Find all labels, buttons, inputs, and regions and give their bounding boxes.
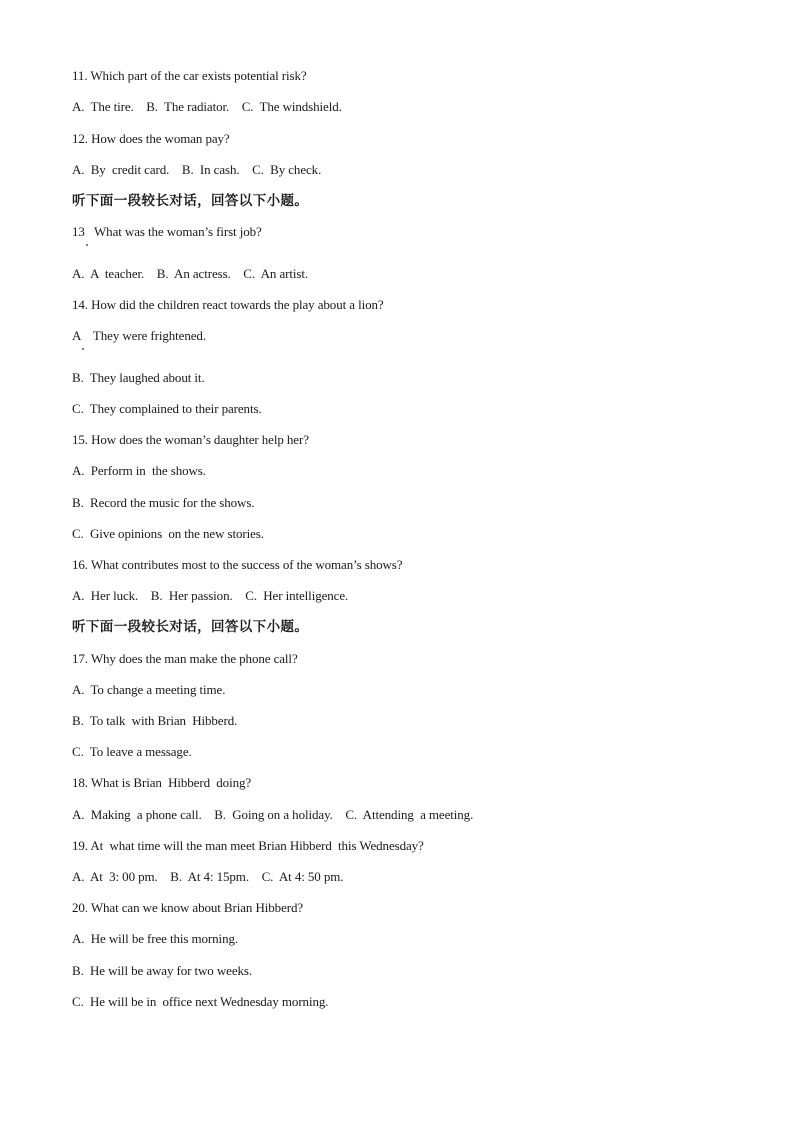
question-19: 19. At what time will the man meet Brian Hibberd this Wednesday?: [72, 838, 424, 853]
section-heading-2: 听下面一段较长对话，回答以下小题。: [72, 619, 309, 635]
stray-dot-mark: [82, 348, 84, 350]
option-20a: A. He will be free this morning.: [72, 931, 239, 946]
question-11: 11. Which part of the car exists potential risk?: [72, 68, 307, 83]
stray-dot-mark: [86, 244, 88, 246]
options-11: A. The tire. B. The radiator. C. The windshield.: [72, 99, 342, 114]
option-14c: C. They complained to their parents.: [72, 401, 262, 416]
question-17: 17. Why does the man make the phone call?: [72, 651, 298, 666]
option-15a: A. Perform in the shows.: [72, 463, 206, 478]
option-17a: A. To change a meeting time.: [72, 682, 226, 697]
option-14a: A They were frightened.: [72, 328, 206, 343]
option-17b: B. To talk with Brian Hibberd.: [72, 713, 238, 728]
question-16: 16. What contributes most to the success of the woman’s shows?: [72, 557, 403, 572]
options-12: A. By credit card. B. In cash. C. By check.: [72, 162, 322, 177]
question-15: 15. How does the woman’s daughter help her?: [72, 432, 309, 447]
option-15c: C. Give opinions on the new stories.: [72, 526, 264, 541]
question-13: 13 What was the woman’s first job?: [72, 224, 262, 239]
question-20: 20. What can we know about Brian Hibberd?: [72, 900, 304, 915]
options-18: A. Making a phone call. B. Going on a holiday. C. Attending a meeting.: [72, 807, 474, 822]
options-16: A. Her luck. B. Her passion. C. Her intelligence.: [72, 588, 349, 603]
question-18: 18. What is Brian Hibberd doing?: [72, 775, 252, 790]
option-14b: B. They laughed about it.: [72, 370, 205, 385]
options-13: A. A teacher. B. An actress. C. An artist.: [72, 266, 308, 281]
options-19: A. At 3: 00 pm. B. At 4: 15pm. C. At 4: 50 pm.: [72, 869, 344, 884]
option-20c: C. He will be in office next Wednesday morning.: [72, 994, 329, 1009]
section-heading-1: 听下面一段较长对话，回答以下小题。: [72, 193, 309, 209]
question-14: 14. How did the children react towards the play about a lion?: [72, 297, 384, 312]
option-20b: B. He will be away for two weeks.: [72, 963, 252, 978]
question-12: 12. How does the woman pay?: [72, 131, 230, 146]
option-17c: C. To leave a message.: [72, 744, 192, 759]
option-15b: B. Record the music for the shows.: [72, 495, 255, 510]
